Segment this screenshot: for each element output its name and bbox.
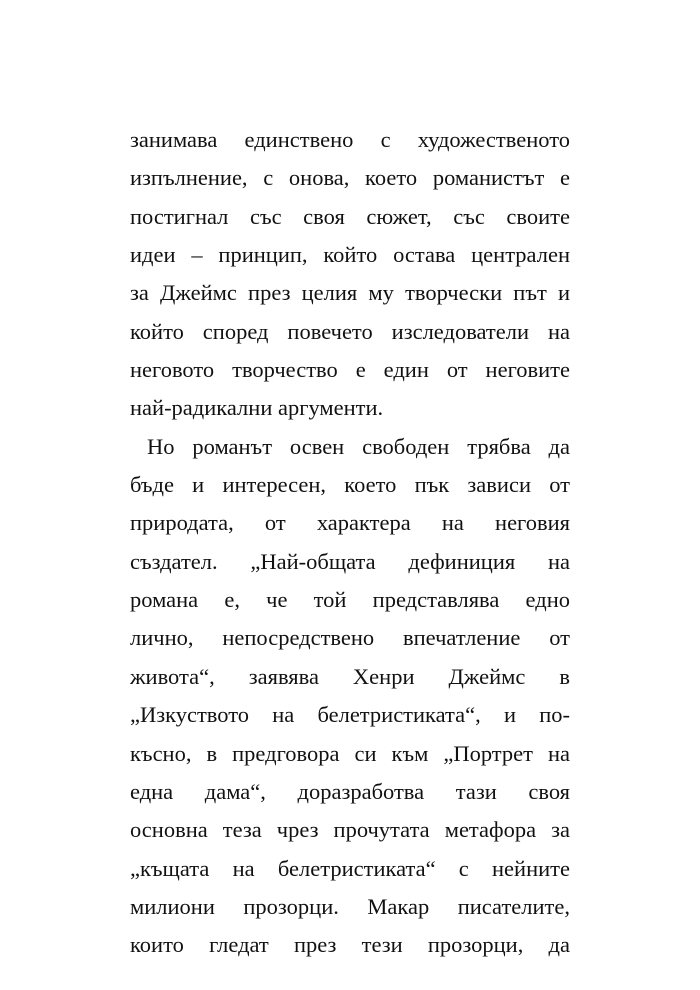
text-line: бъде и интересен, което пък зависи от bbox=[130, 472, 570, 498]
text-line: постигнал със своя сюжет, със своите bbox=[130, 203, 570, 229]
paragraph-start-line: Но романът освен свободен трябва да bbox=[147, 433, 570, 459]
text-line: „Изкуството на белетристиката“, и по- bbox=[130, 702, 570, 728]
text-line: за Джеймс през целия му творчески път и bbox=[130, 280, 570, 306]
text-line: неговото творчество е един от неговите bbox=[130, 357, 570, 383]
text-line: изпълнение, с онова, което романистът е bbox=[130, 165, 570, 191]
text-line: една дама“, доразработва тази своя bbox=[130, 778, 570, 804]
text-line: лично, непосредствено впечатление от bbox=[130, 625, 570, 651]
text-line: живота“, заявява Хенри Джеймс в bbox=[130, 663, 570, 689]
text-line: който според повечето изследователи на bbox=[130, 318, 570, 344]
text-line: идеи – принцип, който остава централен bbox=[130, 242, 570, 268]
text-line: основна теза чрез прочутата метафора за bbox=[130, 817, 570, 843]
body-text bbox=[130, 121, 570, 965]
text-line: природата, от характера на неговия bbox=[130, 510, 570, 536]
text-line: които гледат през тези прозорци, да bbox=[130, 932, 570, 958]
text-line: милиони прозорци. Макар писателите, bbox=[130, 893, 570, 919]
text-line: занимава единствено с художественото bbox=[130, 127, 570, 152]
paragraph-end-line: най-радикални аргументи. bbox=[130, 395, 384, 421]
text-line: „къщата на белетристиката“ с нейните bbox=[130, 855, 570, 881]
text-line: създател. „Най-общата дефиниция на bbox=[130, 548, 570, 574]
text-line: късно, в предговора си към „Портрет на bbox=[130, 740, 570, 766]
text-line: романа е, че той представлява едно bbox=[130, 587, 570, 613]
